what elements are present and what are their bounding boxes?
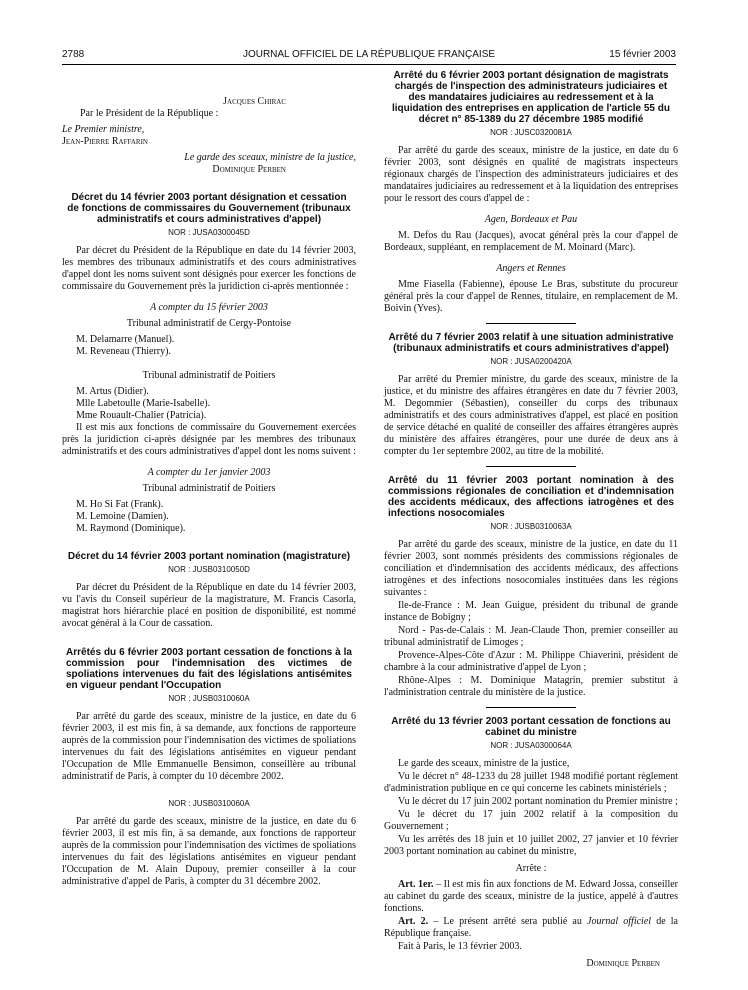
signature-chirac: Jacques Chirac <box>223 96 286 107</box>
arrete-3-paragraph: Par arrêté du garde des sceaux, ministre de la justice, en date du 11 février 2003, sont nommés présidents des commissions régionales de conciliation et d'indemnisation des accidents médicaux, des affections iatrogènes et des infections nosocomiales instituées dans les régions suivantes : <box>384 539 678 598</box>
arrete-2-paragraph: Par arrêté du Premier ministre, du garde des sceaux, ministre de la justice, et du ministre des affaires étrangères en date du 7 février 2003, M. Degommier (Sébastien), conseiller du corps des tribunaux administratifs et des cours administratives d'appel, est placé en position de service détaché en qualité de conseiller des affaires étrangères auprès du ministère des affaires étrangères, pour une durée de deux ans à compter du 1er septembre 2002, au titre de la mobilité. <box>384 374 678 457</box>
article-2-label: Art. 2. <box>398 916 429 927</box>
separator-rule <box>486 323 576 324</box>
decree-3-nor-2: NOR : JUSB0310060A <box>168 799 250 808</box>
left-column <box>62 70 356 889</box>
region-item: Nord - Pas-de-Calais : M. Jean-Claude Thon, premier conseiller au tribunal administratif de Limoges ; <box>384 625 678 648</box>
name-item: M. Lemoine (Damien). <box>76 511 169 522</box>
page-number: 2788 <box>62 49 85 60</box>
arrete-2-title: Arrêté du 7 février 2003 relatif à une situation administrative (tribunaux administratifs et cours administratives d'appel) <box>388 332 674 354</box>
article-1-label: Art. 1er. <box>398 879 434 890</box>
tribunal-heading-2: Tribunal administratif de Poitiers <box>142 370 276 381</box>
signature-raffarin: Jean-Pierre Raffarin <box>62 136 148 147</box>
decree-3-paragraph-2: Par arrêté du garde des sceaux, ministre de la justice, en date du 6 février 2003, il est mis fin, à sa demande, aux fonctions de rapporteur auprès de la commission pour l'indemnisation des victimes de spoliations intervenues du fait des législations antisémites en vigueur pendant l'Occupation de M. Alain Dupouy, premier conseiller à la cour administrative d'appel de Paris, à compter du 31 décembre 2002. <box>62 816 356 887</box>
separator-rule <box>486 466 576 467</box>
decree-2-nor: NOR : JUSB0310050D <box>168 565 250 574</box>
effective-date-1: A compter du 15 février 2003 <box>150 302 268 313</box>
arrete-1-nor: NOR : JUSC0320081A <box>490 128 572 137</box>
arrete-4-nor: NOR : JUSA0300064A <box>490 741 572 750</box>
page-header <box>62 49 676 63</box>
name-item: M. Ho Si Fat (Frank). <box>76 499 164 510</box>
arrete-4-visa: Vu les arrêtés des 18 juin et 10 juillet 2002, 27 janvier et 10 février 2003 portant nomination au cabinet du ministre, <box>384 834 678 857</box>
decree-3-title: Arrêtés du 6 février 2003 portant cessation de fonctions à la commission pour l'indemnisation des victimes de spoliations intervenues du fait des législations antisémites en vigueur pendant l'Occupation <box>66 647 352 691</box>
article-2-text-b: de la République française. <box>384 916 678 939</box>
article-2 <box>384 916 678 940</box>
arrete-3-title: Arrêté du 11 février 2003 portant nomination à des commissions régionales de conciliation et d'indemnisation des accidents médicaux, des affections iatrogènes et des infections nosocomiales <box>388 475 674 519</box>
signature-perben-2: Dominique Perben <box>586 958 660 969</box>
arrete-4-visa: Vu le décret n° 48-1233 du 28 juillet 1948 modifié portant règlement d'administration publique en ce qui concerne les cabinets ministériels ; <box>384 771 678 794</box>
arrete-4-visa: Vu le décret du 17 juin 2002 relatif à la composition du Gouvernement ; <box>384 809 678 832</box>
decree-2-paragraph: Par décret du Président de la République en date du 14 février 2003, vu l'avis du Conseil supérieur de la magistrature, M. Francis Casorla, magistrat hors hiérarchie placé en position de disponibilité, est nommé avocat général à la Cour de cassation. <box>62 582 356 629</box>
decree-3-paragraph-1: Par arrêté du garde des sceaux, ministre de la justice, en date du 6 février 2003, il est mis fin, à sa demande, aux fonctions de rapporteure auprès de la commission pour l'indemnisation des victimes de spoliations intervenues du fait des législations antisémites en vigueur pendant l'Occupation de Mlle Emmanuelle Bensimon, conseillère au tribunal administratif de Paris, à compter du 10 décembre 2002. <box>62 711 356 782</box>
tribunal-heading-3: Tribunal administratif de Poitiers <box>142 483 276 494</box>
right-column <box>384 70 678 970</box>
journal-officiel-italic: Journal officiel <box>587 916 652 927</box>
name-item: M. Artus (Didier). <box>76 386 149 397</box>
garde-des-sceaux-label: Le garde des sceaux, ministre de la justice, <box>184 152 356 163</box>
decree-1-paragraph: Par décret du Président de la République en date du 14 février 2003, les membres des tribunaux administratifs et des cours administratives d'appel dont les noms suivent sont désignés pour exercer les fonctions de commissaire du Gouvernement près la juridiction ci-après mentionnée : <box>62 245 356 292</box>
fait-a-paris: Fait à Paris, le 13 février 2003. <box>398 941 522 952</box>
header-rule <box>62 64 676 65</box>
name-item: M. Delamarre (Manuel). <box>76 334 175 345</box>
article-2-text-a: – Le présent arrêté sera publié au <box>428 916 588 927</box>
arrete-4-visa: Vu le décret du 17 juin 2002 portant nomination du Premier ministre ; <box>398 796 678 807</box>
arrete-3-nor: NOR : JUSB0310063A <box>490 522 572 531</box>
decree-2-title: Décret du 14 février 2003 portant nomination (magistrature) <box>67 551 351 562</box>
signature-perben: Dominique Perben <box>212 164 286 175</box>
arrete-1-paragraph-2: M. Defos du Rau (Jacques), avocat général près la cour d'appel de Bordeaux, suppléant, en remplacement de M. Moinard (Marc). <box>384 230 678 253</box>
separator-rule <box>486 707 576 708</box>
par-le-president: Par le Président de la République : <box>80 108 219 119</box>
arrete-1-paragraph-3: Mme Fiasella (Fabienne), épouse Le Bras, substitute du procureur général près la cour d'appel de Rennes, titulaire, en remplacement de M. Boivin (Yves). <box>384 279 678 314</box>
name-item: Mme Rouault-Chalier (Patricia). <box>76 410 207 421</box>
effective-date-2: A compter du 1er janvier 2003 <box>147 467 271 478</box>
court-region-2: Angers et Rennes <box>496 263 566 274</box>
article-1-text: – Il est mis fin aux fonctions de M. Edward Jossa, conseiller au cabinet du garde des sceaux, ministre de la justice, appelé à d'autres fonctions. <box>384 879 679 914</box>
court-region-1: Agen, Bordeaux et Pau <box>484 214 578 225</box>
decree-3-nor-1: NOR : JUSB0310060A <box>168 694 250 703</box>
tribunal-heading-1: Tribunal administratif de Cergy-Pontoise <box>126 318 292 329</box>
decree-1-nor: NOR : JUSA0300045D <box>168 228 250 237</box>
article-1 <box>384 879 678 915</box>
decree-1-title: Décret du 14 février 2003 portant désignation et cessation de fonctions de commissaires du Gouvernement (tribunaux administratifs et cours administratives d'appel) <box>67 192 351 225</box>
region-item: Ile-de-France : M. Jean Guigue, président du tribunal de grande instance de Bobigny ; <box>384 600 678 623</box>
decree-1-paragraph-2: Il est mis aux fonctions de commissaire du Gouvernement exercées près la juridiction ci-après désignée par les membres des tribunaux administratifs et des cours administratives d'appel dont les noms suivent : <box>62 422 356 457</box>
arrete-1-paragraph: Par arrêté du garde des sceaux, ministre de la justice, en date du 6 février 2003, sont désignés en qualité de magistrats inspecteurs régionaux chargés de l'inspection des administrateurs judiciaires et des mandataires judiciaires au redressement et à la liquidation des entreprises pour le ressort des cours d'appel de : <box>384 145 678 204</box>
name-item: Mlle Labetoulle (Marie-Isabelle). <box>76 398 211 409</box>
premier-ministre-label: Le Premier ministre, <box>62 124 145 135</box>
arrete-1-title: Arrêté du 6 février 2003 portant désignation de magistrats chargés de l'inspection des administrateurs judiciaires et des mandataires judiciaires au redressement et à la liquidation des entreprises en application de l'article 55 du décret n° 85-1389 du 27 décembre 1985 modifié <box>391 70 670 125</box>
arrete-4-title: Arrêté du 13 février 2003 portant cessation de fonctions au cabinet du ministre <box>391 716 671 738</box>
issue-date: 15 février 2003 <box>609 49 676 60</box>
name-item: M. Raymond (Dominique). <box>76 523 186 534</box>
arrete-2-nor: NOR : JUSA0200420A <box>490 357 572 366</box>
region-item: Provence-Alpes-Côte d'Azur : M. Philippe Chiaverini, président de chambre à la cour administrative d'appel de Lyon ; <box>384 650 678 673</box>
arrete-4-preamble: Le garde des sceaux, ministre de la justice, <box>398 758 570 769</box>
name-item: M. Reveneau (Thierry). <box>76 346 171 357</box>
journal-title: JOURNAL OFFICIEL DE LA RÉPUBLIQUE FRANÇAISE <box>242 49 496 60</box>
arrete-label: Arrête : <box>515 863 547 874</box>
region-item: Rhône-Alpes : M. Dominique Matagrin, premier substitut à l'administration centrale du ministère de la justice. <box>384 675 678 698</box>
